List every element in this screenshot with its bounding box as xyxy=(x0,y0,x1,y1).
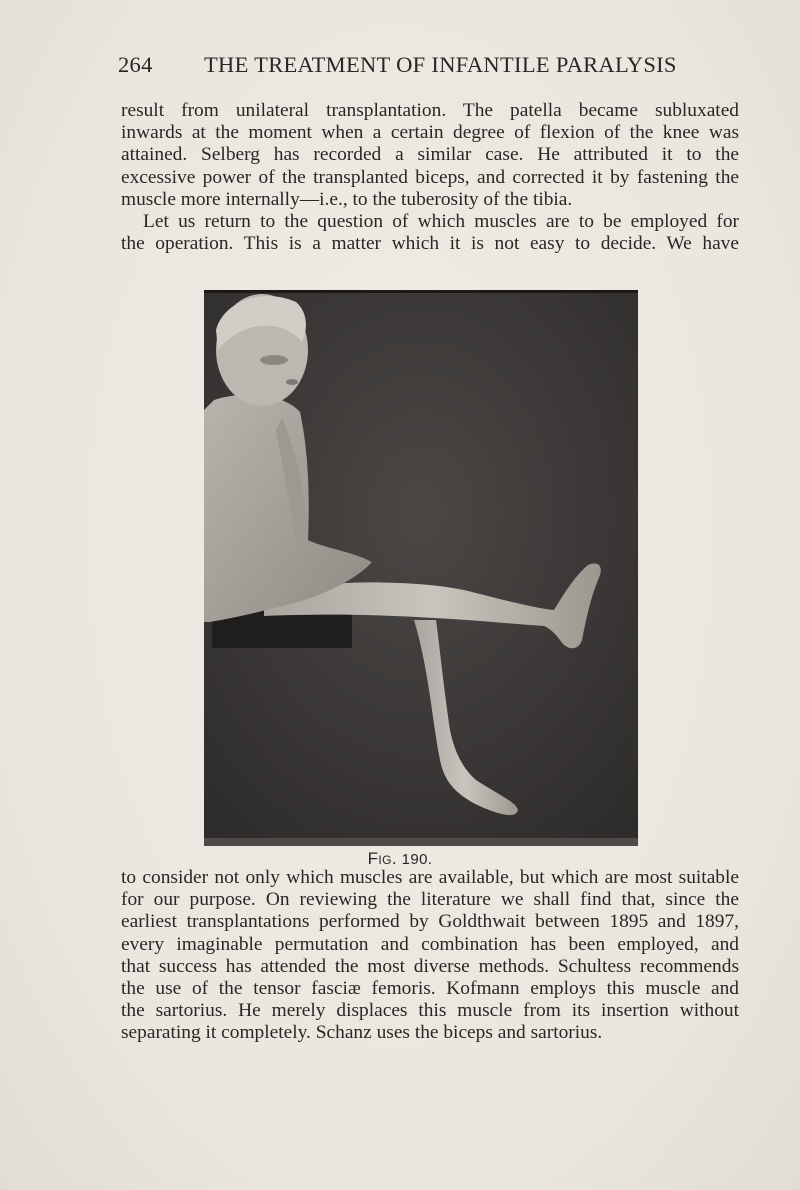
paragraph-top xyxy=(121,100,739,255)
text-line: result from unilateral transplantation. The patella became subluxated xyxy=(121,100,739,121)
caption-label: Fig. xyxy=(367,849,397,868)
caption-number: 190. xyxy=(401,851,433,868)
figure-caption xyxy=(0,849,800,869)
text-line: the use of the tensor fasciæ femoris. Kofmann employs this muscle and xyxy=(121,978,739,1000)
figure-photograph xyxy=(204,290,638,846)
text-line: that success has attended the most diverse methods. Schultess recommends xyxy=(121,955,739,977)
text-line: separating it completely. Schanz uses the biceps and sartorius. xyxy=(121,1022,603,1044)
text-line: excessive power of the transplanted biceps, and corrected it by fastening the xyxy=(121,166,739,188)
text-line: Let us return to the question of which muscles are to be employed for xyxy=(143,211,739,233)
running-title: THE TREATMENT OF INFANTILE PARALYSIS xyxy=(204,52,677,77)
text-line: to consider not only which muscles are available, but which are most suitable xyxy=(121,867,739,888)
child-seated-photo xyxy=(204,290,638,846)
text-line: inwards at the moment when a certain degree of flexion of the knee was xyxy=(121,122,739,144)
text-line: every imaginable permutation and combination has been employed, and xyxy=(121,933,739,955)
text-line: attained. Selberg has recorded a similar case. He attributed it to the xyxy=(121,144,739,166)
text-line: the operation. This is a matter which it is not easy to decide. We have xyxy=(121,233,739,255)
paragraph-bottom xyxy=(121,867,739,1045)
running-head xyxy=(118,52,678,86)
text-line: muscle more internally—i.e., to the tuberosity of the tibia. xyxy=(121,188,573,210)
page-number: 264 xyxy=(118,52,153,77)
text-line: the sartorius. He merely displaces this muscle from its insertion without xyxy=(121,1000,739,1022)
text-line: for our purpose. On reviewing the literature we shall find that, since the xyxy=(121,889,739,911)
text-line: earliest transplantations performed by Goldthwait between 1895 and 1897, xyxy=(121,911,739,933)
